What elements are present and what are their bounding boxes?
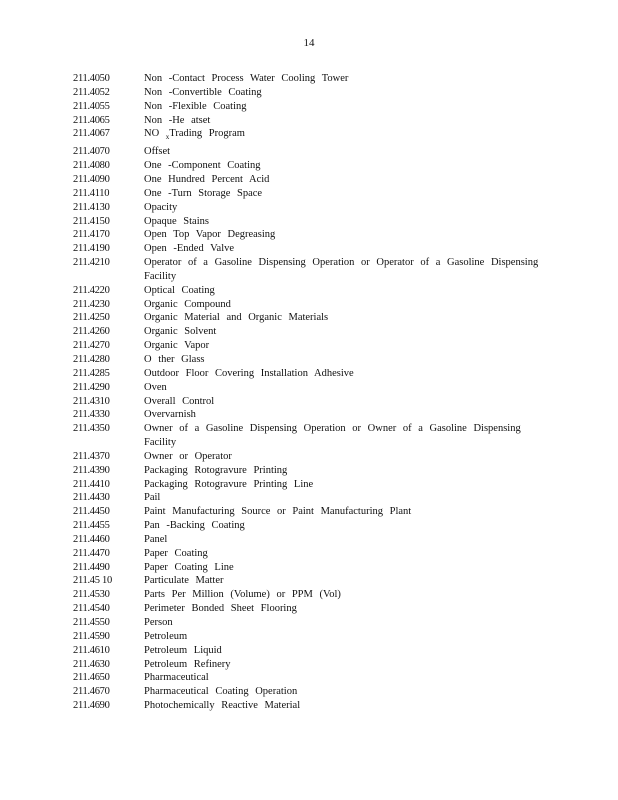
list-item xyxy=(73,685,543,699)
section-term: Open Top Vapor Degreasing xyxy=(144,229,276,241)
section-number: 211.4055 xyxy=(73,100,110,112)
section-term: Offset xyxy=(144,146,171,158)
section-term: Organic Solvent xyxy=(144,326,217,338)
section-number: 211.4080 xyxy=(73,160,110,172)
section-number: 211.4230 xyxy=(73,298,110,310)
section-number: 211.4052 xyxy=(73,86,110,98)
section-number: 211.4190 xyxy=(73,243,110,255)
list-item xyxy=(73,201,543,215)
section-term: Paper Coating xyxy=(144,547,208,559)
list-item xyxy=(73,519,543,533)
list-item xyxy=(73,574,543,588)
definitions-list xyxy=(73,72,543,713)
section-term: Pharmaceutical Coating Operation xyxy=(144,686,298,698)
page-number: 14 xyxy=(303,37,315,49)
list-item xyxy=(73,547,543,561)
section-number: 211.4460 xyxy=(73,533,110,545)
list-item xyxy=(73,298,543,312)
list-item xyxy=(73,325,543,339)
section-term: Owner of a Gasoline Dispensing Operation or Owner of a Gasoline Dispensing Facility xyxy=(144,423,521,449)
list-item xyxy=(73,339,543,353)
section-number: 211.4350 xyxy=(73,423,110,435)
section-number: 211.4530 xyxy=(73,589,110,601)
section-term: One -Component Coating xyxy=(144,160,261,172)
term-prefix: NO xyxy=(144,128,160,140)
section-number: 211.4285 xyxy=(73,367,110,379)
list-item xyxy=(73,658,543,672)
section-term: Organic Vapor xyxy=(144,340,210,352)
section-term: Person xyxy=(144,617,173,628)
list-item xyxy=(73,284,543,298)
section-term: Photochemically Reactive Material xyxy=(144,700,301,712)
list-item xyxy=(73,533,543,547)
list-item xyxy=(73,100,543,114)
section-number: 211.4650 xyxy=(73,672,110,684)
section-number: 211.4630 xyxy=(73,658,110,670)
section-term: Non -Convertible Coating xyxy=(144,86,262,98)
section-number: 211.4250 xyxy=(73,312,110,324)
section-term: Outdoor Floor Covering Installation Adhesive xyxy=(144,367,354,379)
section-number: 211.4110 xyxy=(73,187,110,199)
section-term: O ther Glass xyxy=(144,353,205,365)
list-item xyxy=(73,353,543,367)
section-term: Operator of a Gasoline Dispensing Operation or Operator of a Gasoline Dispensing Facility xyxy=(144,257,539,282)
section-number: 211.4430 xyxy=(73,492,110,504)
list-item xyxy=(73,395,543,409)
section-term: Paint Manufacturing Source or Paint Manufacturing Plant xyxy=(144,506,412,518)
section-number: 211.45 10 xyxy=(73,575,112,587)
section-number: 211.4550 xyxy=(73,617,110,628)
section-term: Panel xyxy=(144,533,168,545)
section-number: 211.4450 xyxy=(73,506,110,518)
section-number: 211.4070 xyxy=(73,146,110,158)
term-subscript: x xyxy=(165,133,170,142)
section-term: Pan -Backing Coating xyxy=(144,520,245,532)
section-term: Optical Coating xyxy=(144,284,215,296)
section-term: Non -Flexible Coating xyxy=(144,100,247,112)
section-number: 211.4130 xyxy=(73,201,110,213)
list-item xyxy=(73,616,543,630)
list-item xyxy=(73,256,543,284)
section-number: 211.4170 xyxy=(73,229,110,241)
list-item xyxy=(73,242,543,256)
list-item xyxy=(73,72,543,86)
list-item xyxy=(73,699,543,713)
section-number: 211.4280 xyxy=(73,353,110,365)
list-item xyxy=(73,86,543,100)
section-term xyxy=(144,127,543,145)
section-number: 211.4390 xyxy=(73,464,110,476)
section-term: Petroleum xyxy=(144,630,188,642)
list-item xyxy=(73,602,543,616)
section-term: Oven xyxy=(144,381,167,393)
section-term: Perimeter Bonded Sheet Flooring xyxy=(144,603,297,615)
section-number: 211.4220 xyxy=(73,284,110,296)
section-number: 211.4150 xyxy=(73,215,110,227)
list-item xyxy=(73,145,543,159)
section-number: 211.4410 xyxy=(73,478,110,490)
section-number: 211.4260 xyxy=(73,326,110,338)
section-number: 211.4330 xyxy=(73,409,110,421)
list-item xyxy=(73,127,543,145)
section-term: Opacity xyxy=(144,201,178,213)
section-number: 211.4090 xyxy=(73,174,110,185)
section-number: 211.4540 xyxy=(73,603,110,615)
section-term: Petroleum Refinery xyxy=(144,658,231,670)
section-number: 211.4067 xyxy=(73,128,110,140)
list-item xyxy=(73,450,543,464)
term-suffix: Trading Program xyxy=(169,128,245,140)
section-term: Opaque Stains xyxy=(144,215,209,227)
section-number: 211.4370 xyxy=(73,450,110,462)
section-term: Non -Contact Process Water Cooling Tower xyxy=(144,73,349,84)
section-number: 211.4610 xyxy=(73,644,110,656)
section-number: 211.4210 xyxy=(73,257,110,269)
section-term: Non -He atset xyxy=(144,114,211,126)
section-number: 211.4065 xyxy=(73,114,110,126)
list-item xyxy=(73,408,543,422)
section-term: One Hundred Percent Acid xyxy=(144,174,270,185)
list-item xyxy=(73,311,543,325)
section-number: 211.4050 xyxy=(73,73,110,84)
section-term: Paper Coating Line xyxy=(144,561,234,573)
list-item xyxy=(73,505,543,519)
list-item xyxy=(73,173,543,187)
list-item xyxy=(73,671,543,685)
list-item xyxy=(73,381,543,395)
list-item xyxy=(73,491,543,505)
list-item xyxy=(73,367,543,381)
section-number: 211.4270 xyxy=(73,340,110,352)
section-term: Packaging Rotogravure Printing Line xyxy=(144,478,314,490)
section-term: Overall Control xyxy=(144,395,215,407)
section-term: Petroleum Liquid xyxy=(144,644,222,656)
list-item xyxy=(73,187,543,201)
section-term: Parts Per Million (Volume) or PPM (Vol) xyxy=(144,589,341,601)
section-term: Overvarnish xyxy=(144,409,196,421)
section-number: 211.4490 xyxy=(73,561,110,573)
section-term: Organic Compound xyxy=(144,298,231,310)
section-term: Owner or Operator xyxy=(144,450,232,462)
section-term: Particulate Matter xyxy=(144,575,224,587)
section-number: 211.4670 xyxy=(73,686,110,698)
list-item xyxy=(73,588,543,602)
list-item xyxy=(73,228,543,242)
section-number: 211.4690 xyxy=(73,700,110,712)
list-item xyxy=(73,561,543,575)
list-item xyxy=(73,159,543,173)
section-term: One -Turn Storage Space xyxy=(144,187,263,199)
section-number: 211.4310 xyxy=(73,395,110,407)
section-term: Pail xyxy=(144,492,161,504)
section-term: Pharmaceutical xyxy=(144,672,209,684)
list-item xyxy=(73,464,543,478)
section-number: 211.4290 xyxy=(73,381,110,393)
section-term: Open -Ended Valve xyxy=(144,243,235,255)
list-item xyxy=(73,644,543,658)
list-item xyxy=(73,630,543,644)
section-number: 211.4470 xyxy=(73,547,110,559)
section-number: 211.4455 xyxy=(73,520,110,532)
section-term: Organic Material and Organic Materials xyxy=(144,312,329,324)
list-item xyxy=(73,114,543,128)
list-item xyxy=(73,422,543,450)
list-item xyxy=(73,478,543,492)
list-item xyxy=(73,215,543,229)
section-term: Packaging Rotogravure Printing xyxy=(144,464,288,476)
section-number: 211.4590 xyxy=(73,630,110,642)
